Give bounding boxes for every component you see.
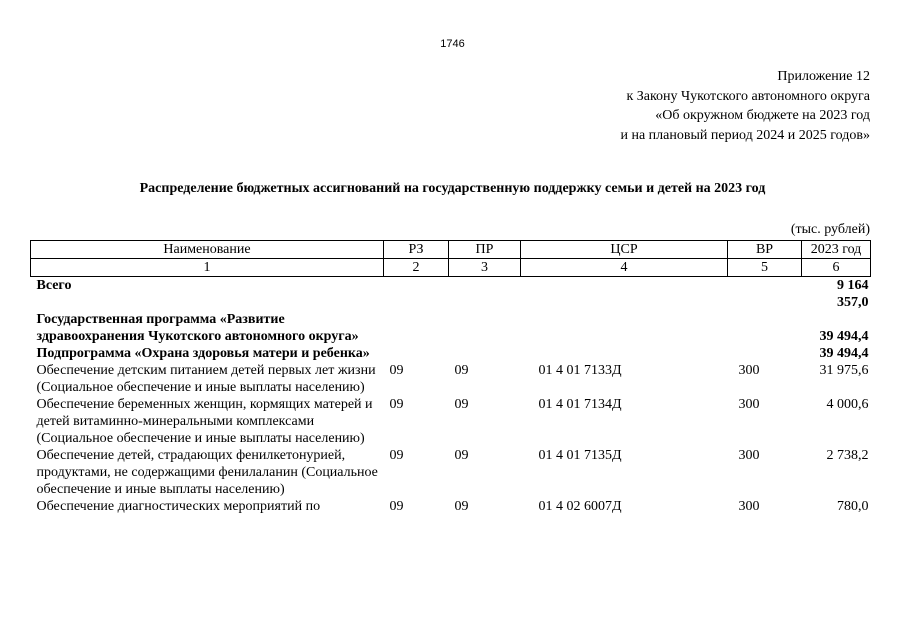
appendix-line: к Закону Чукотского автономного округа	[626, 88, 870, 104]
header-rz: РЗ	[384, 241, 449, 259]
row-rz: 09	[389, 448, 404, 463]
column-number: 4	[521, 259, 728, 277]
row-vr	[728, 345, 802, 362]
appendix-line: и на плановый период 2024 и 2025 годов»	[620, 127, 870, 143]
appendix-line: «Об окружном бюджете на 2023 год	[655, 108, 870, 123]
row-vr: 300	[738, 363, 760, 378]
row-amount: 9 164 357,0	[837, 278, 869, 310]
table-row	[31, 311, 871, 345]
row-rz: 09	[389, 363, 404, 378]
budget-table	[30, 240, 871, 515]
row-amount: 4 000,6	[826, 397, 869, 412]
row-csr: 01 4 01 7135Д	[538, 448, 622, 463]
row-name: Обеспечение беременных женщин, кормящих матерей и детей витаминно-минеральными комплексами (Социальное обеспечение и иные выплаты населению)	[36, 397, 373, 446]
column-number: 6	[802, 259, 871, 277]
row-rz	[384, 311, 449, 345]
row-pr	[449, 311, 521, 345]
row-vr: 300	[738, 499, 760, 514]
page-number: 1746	[440, 38, 465, 50]
header-csr: ЦСР	[521, 241, 728, 259]
row-vr	[728, 277, 802, 312]
document-title: Распределение бюджетных ассигнований на государственную поддержку семьи и детей на 2023 год	[139, 181, 766, 196]
row-amount: 780,0	[837, 499, 869, 514]
row-csr: 01 4 02 6007Д	[538, 499, 622, 514]
row-rz: 09	[389, 397, 404, 412]
row-csr	[521, 277, 728, 312]
appendix-heading	[620, 67, 870, 145]
row-name: Государственная программа «Развитие здравоохранения Чукотского автономного округа»	[36, 312, 359, 344]
row-name: Всего	[36, 278, 72, 293]
row-name: Подпрограмма «Охрана здоровья матери и ребенка»	[36, 346, 370, 361]
row-amount: 2 738,2	[826, 448, 869, 463]
row-amount: 39 494,4	[819, 346, 869, 361]
row-name: Обеспечение детей, страдающих фенилкетонурией, продуктами, не содержащими фенилаланин (Социальное обеспечение и иные выплаты населению)	[36, 448, 378, 497]
table-row	[31, 498, 871, 515]
row-pr: 09	[454, 363, 469, 378]
row-csr: 01 4 01 7133Д	[538, 363, 622, 378]
row-name: Обеспечение детским питанием детей первых лет жизни (Социальное обеспечение и иные выплаты населению)	[36, 363, 376, 395]
header-name: Наименование	[31, 241, 384, 259]
row-vr: 300	[738, 448, 760, 463]
row-name: Обеспечение диагностических мероприятий по	[36, 499, 321, 514]
column-number: 1	[31, 259, 384, 277]
row-amount: 39 494,4	[819, 329, 869, 344]
table-row	[31, 345, 871, 362]
row-pr: 09	[454, 397, 469, 412]
row-rz: 09	[389, 499, 404, 514]
units-label: (тыс. рублей)	[790, 222, 870, 237]
table-row	[31, 447, 871, 498]
row-pr: 09	[454, 448, 469, 463]
table-header-row	[31, 241, 871, 259]
row-csr	[521, 311, 728, 345]
header-vr: ВР	[728, 241, 802, 259]
header-amount: 2023 год	[802, 241, 871, 259]
column-number: 5	[728, 259, 802, 277]
row-vr: 300	[738, 397, 760, 412]
row-rz	[384, 277, 449, 312]
table-number-row	[31, 259, 871, 277]
column-number: 2	[384, 259, 449, 277]
row-csr: 01 4 01 7134Д	[538, 397, 622, 412]
row-pr: 09	[454, 499, 469, 514]
row-pr	[449, 277, 521, 312]
table-row	[31, 362, 871, 396]
table-row	[31, 396, 871, 447]
column-number: 3	[449, 259, 521, 277]
row-csr	[521, 345, 728, 362]
row-amount: 31 975,6	[819, 363, 869, 378]
row-pr	[449, 345, 521, 362]
table-row	[31, 277, 871, 312]
appendix-line: Приложение 12	[777, 69, 870, 84]
row-vr	[728, 311, 802, 345]
header-pr: ПР	[449, 241, 521, 259]
row-rz	[384, 345, 449, 362]
